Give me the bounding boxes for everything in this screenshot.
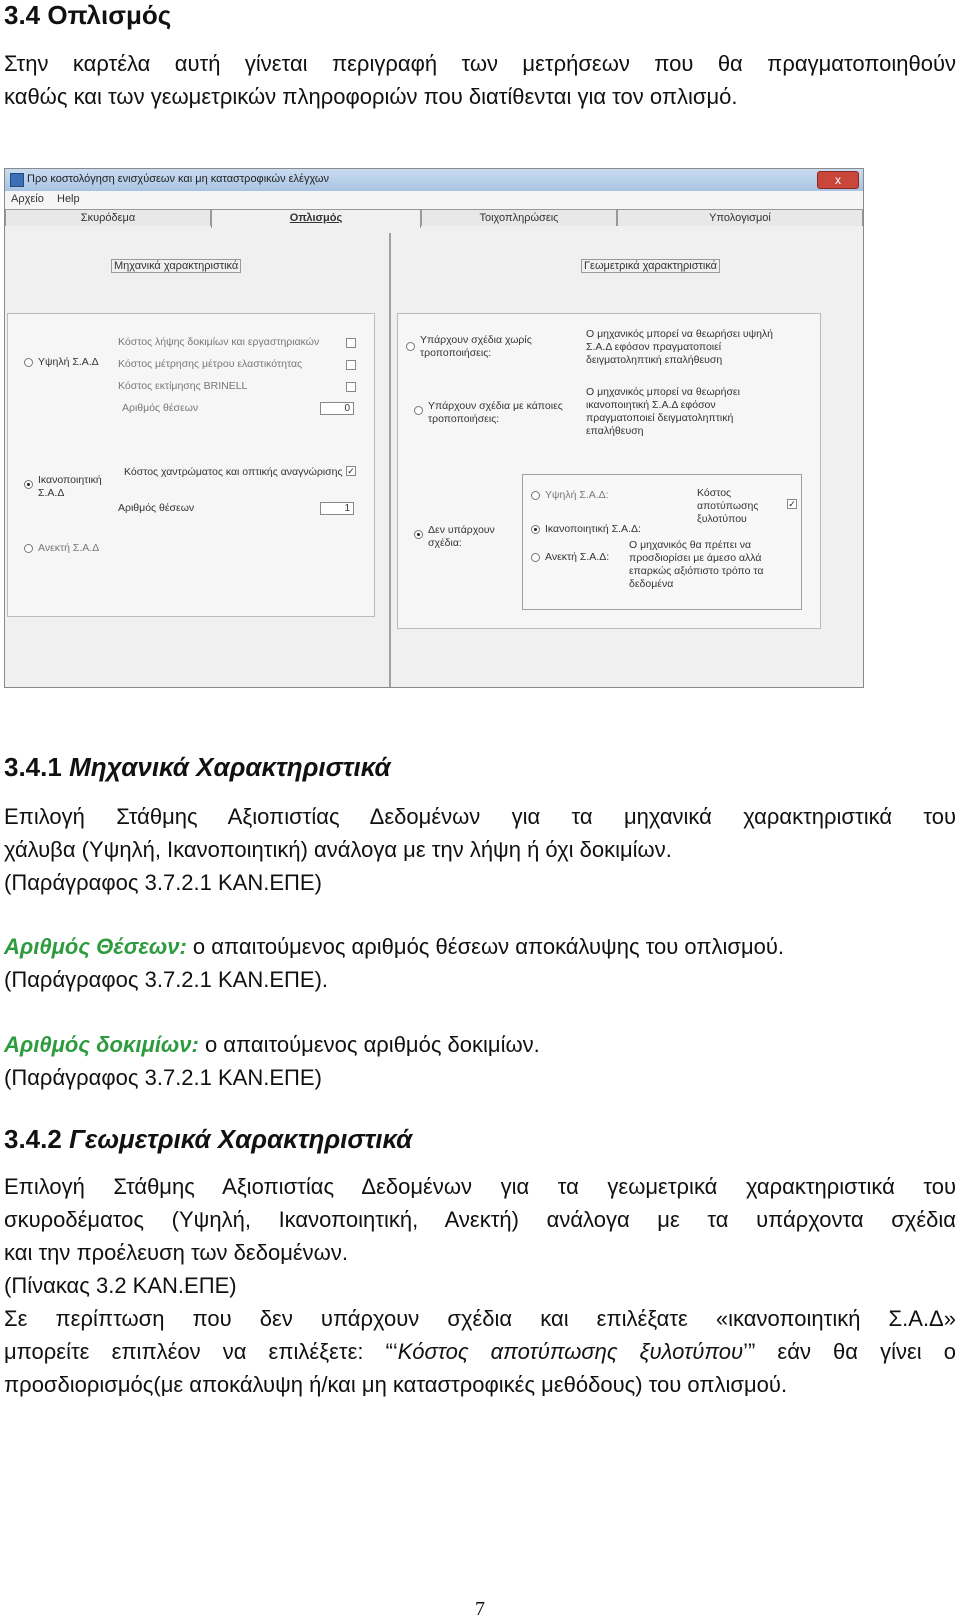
tab-bar	[5, 209, 863, 227]
page-number: 7	[475, 1598, 485, 1620]
formwork-cost-checkbox[interactable]: ✓	[788, 499, 796, 509]
app-window-screenshot	[4, 168, 864, 688]
radio-sub-high[interactable]	[531, 491, 540, 500]
panel-divider	[389, 233, 391, 688]
menu-file[interactable]: Αρχείο	[11, 193, 44, 205]
positions-input-1[interactable]: 0	[320, 402, 354, 415]
close-button[interactable]: x	[817, 171, 859, 189]
menu-help[interactable]: Help	[57, 193, 80, 205]
cost-brinell-checkbox[interactable]	[346, 382, 356, 392]
mechanical-paragraph: Επιλογή Στάθμης Αξιοπιστίας Δεδομένων για τα μηχανικά χαρακτηριστικά του χάλυβα (Υψηλή, Ικανοποιητική) ανάλογα με την λήψη ή όχι δοκιμίων. (Παράγραφος 3.7.2.1 ΚΑΝ.ΕΠΕ)	[4, 804, 956, 895]
radio-sub-satisfactory[interactable]	[531, 525, 540, 534]
no-drawings-subgroup	[522, 474, 802, 610]
radio-no-drawings[interactable]	[414, 530, 423, 539]
radio-tolerable-label: Ανεκτή Σ.Α.Δ	[38, 542, 100, 554]
drawings-no-mod-note: Ο μηχανικός μπορεί να θεωρήσει υψηλή Σ.Α.Δ εφόσον πραγματοποιεί δειγματοληπτική επαλήθευση	[586, 328, 774, 366]
formwork-cost-label: Κόστος αποτύπωσης ξυλοτύπου	[697, 487, 759, 525]
mechanical-group	[7, 313, 375, 617]
sub-tolerable-note: Ο μηχανικός θα πρέπει να προσδιορίσει με άμεσο αλλά επαρκώς αξιόπιστο τρόπο τα δεδομένα	[629, 539, 764, 590]
geometric-paragraph: Επιλογή Στάθμης Αξιοπιστίας Δεδομένων για τα γεωμετρικά χαρακτηριστικά του σκυροδέματος (Υψηλή, Ικανοποιητική, Ανεκτή) ανάλογα με τα υπάρχοντα σχέδια και την προέλευση των δεδομένων. (Πίνακας 3.2 ΚΑΝ.ΕΠΕ) Σε περίπτωση που δεν υπάρχουν σχέδια και επιλέξατε «ικανοποιητική Σ.Α.Δ» μπορείτε επιπλέον να επιλέξετε: “‘Κόστος αποτύπωσης ξυλοτύπου’” εάν θα γίνει ο προσδιορισμός(με αποκάλυψη ή/και μη καταστροφικές μεθόδους) του οπλισμού.	[4, 1174, 956, 1397]
radio-drawings-some-mod[interactable]	[414, 406, 423, 415]
radio-sub-tolerable[interactable]	[531, 553, 540, 562]
sub-satisfactory-label: Ικανοποιητική Σ.Α.Δ:	[545, 523, 641, 535]
drawings-some-mod-label: Υπάρχουν σχέδια με κάποιες τροποποιήσεις:	[428, 400, 563, 425]
radio-drawings-no-mod[interactable]	[406, 342, 415, 351]
window-title: Προ κοστολόγηση ενισχύσεων και μη καταστροφικών ελέγχων	[27, 173, 330, 185]
mechanical-group-label: Μηχανικά χαρακτηριστικά	[111, 259, 241, 273]
intro-line-2: καθώς και των γεωμετρικών πληροφοριών που διατίθενται για τον οπλισμό.	[4, 84, 738, 109]
cost-elasticity-label: Κόστος μέτρησης μέτρου ελαστικότητας	[118, 358, 303, 370]
geometric-group-label: Γεωμετρικά χαρακτηριστικά	[581, 259, 720, 273]
positions-paragraph: Αριθμός Θέσεων: ο απαιτούμενος αριθμός θέσεων αποκάλυψης του οπλισμού. (Παράγραφος 3.7.2.1 ΚΑΝ.ΕΠΕ).	[4, 934, 785, 992]
intro-line-1: Στην καρτέλα αυτή γίνεται περιγραφή των μετρήσεων που θα πραγματοποιηθούν	[4, 51, 956, 76]
cost-specimens-checkbox[interactable]	[346, 338, 356, 348]
sub-high-label: Υψηλή Σ.Α.Δ:	[545, 489, 609, 501]
radio-high[interactable]	[24, 358, 33, 367]
radio-high-label: Υψηλή Σ.Α.Δ	[38, 356, 99, 368]
drawings-some-mod-note: Ο μηχανικός μπορεί να θεωρήσει ικανοποιητική Σ.Α.Δ εφόσον πραγματοποιεί δειγματοληπτική επαλήθευση	[586, 386, 740, 437]
menu-bar	[5, 191, 863, 210]
cost-chasing-label: Κόστος χαντρώματος και οπτικής αναγνώρισης	[124, 466, 343, 478]
section-heading-3-4-1: 3.4.1 Μηχανικά Χαρακτηριστικά	[4, 752, 391, 782]
sub-tolerable-label: Ανεκτή Σ.Α.Δ:	[545, 551, 610, 563]
positions-label-1: Αριθμός θέσεων	[122, 402, 199, 414]
specimens-paragraph: Αριθμός δοκιμίων: ο απαιτούμενος αριθμός δοκιμίων. (Παράγραφος 3.7.2.1 ΚΑΝ.ΕΠΕ)	[4, 1032, 540, 1090]
positions-label-2: Αριθμός θέσεων	[118, 502, 195, 514]
app-icon	[10, 173, 24, 187]
radio-tolerable[interactable]	[24, 544, 33, 553]
title-bar	[5, 169, 863, 192]
radio-satisfactory[interactable]	[24, 480, 33, 489]
section-heading-3-4-2: 3.4.2 Γεωμετρικά Χαρακτηριστικά	[4, 1124, 413, 1154]
intro-paragraph	[4, 47, 956, 113]
geometric-group	[397, 313, 821, 629]
no-drawings-label: Δεν υπάρχουν σχέδια:	[428, 524, 495, 549]
cost-elasticity-checkbox[interactable]	[346, 360, 356, 370]
cost-specimens-label: Κόστος λήψης δοκιμίων και εργαστηριακών	[118, 336, 320, 348]
cost-brinell-label: Κόστος εκτίμησης BRINELL	[118, 380, 248, 392]
positions-input-2[interactable]: 1	[320, 502, 354, 515]
radio-satisfactory-label: Ικανοποιητική Σ.Α.Δ	[38, 474, 102, 499]
tab-calculations[interactable]: Υπολογισμοί	[617, 209, 863, 226]
cost-chasing-checkbox[interactable]: ✓	[347, 466, 355, 476]
tab-infill-walls[interactable]: Τοιχοπληρώσεις	[421, 209, 617, 226]
drawings-no-mod-label: Υπάρχουν σχέδια χωρίς τροποποιήσεις:	[420, 334, 532, 359]
tab-reinforcement[interactable]: Οπλισμός	[211, 209, 421, 228]
section-heading-3-4: 3.4 Οπλισμός	[4, 0, 172, 30]
tab-concrete[interactable]: Σκυρόδεμα	[5, 209, 211, 226]
